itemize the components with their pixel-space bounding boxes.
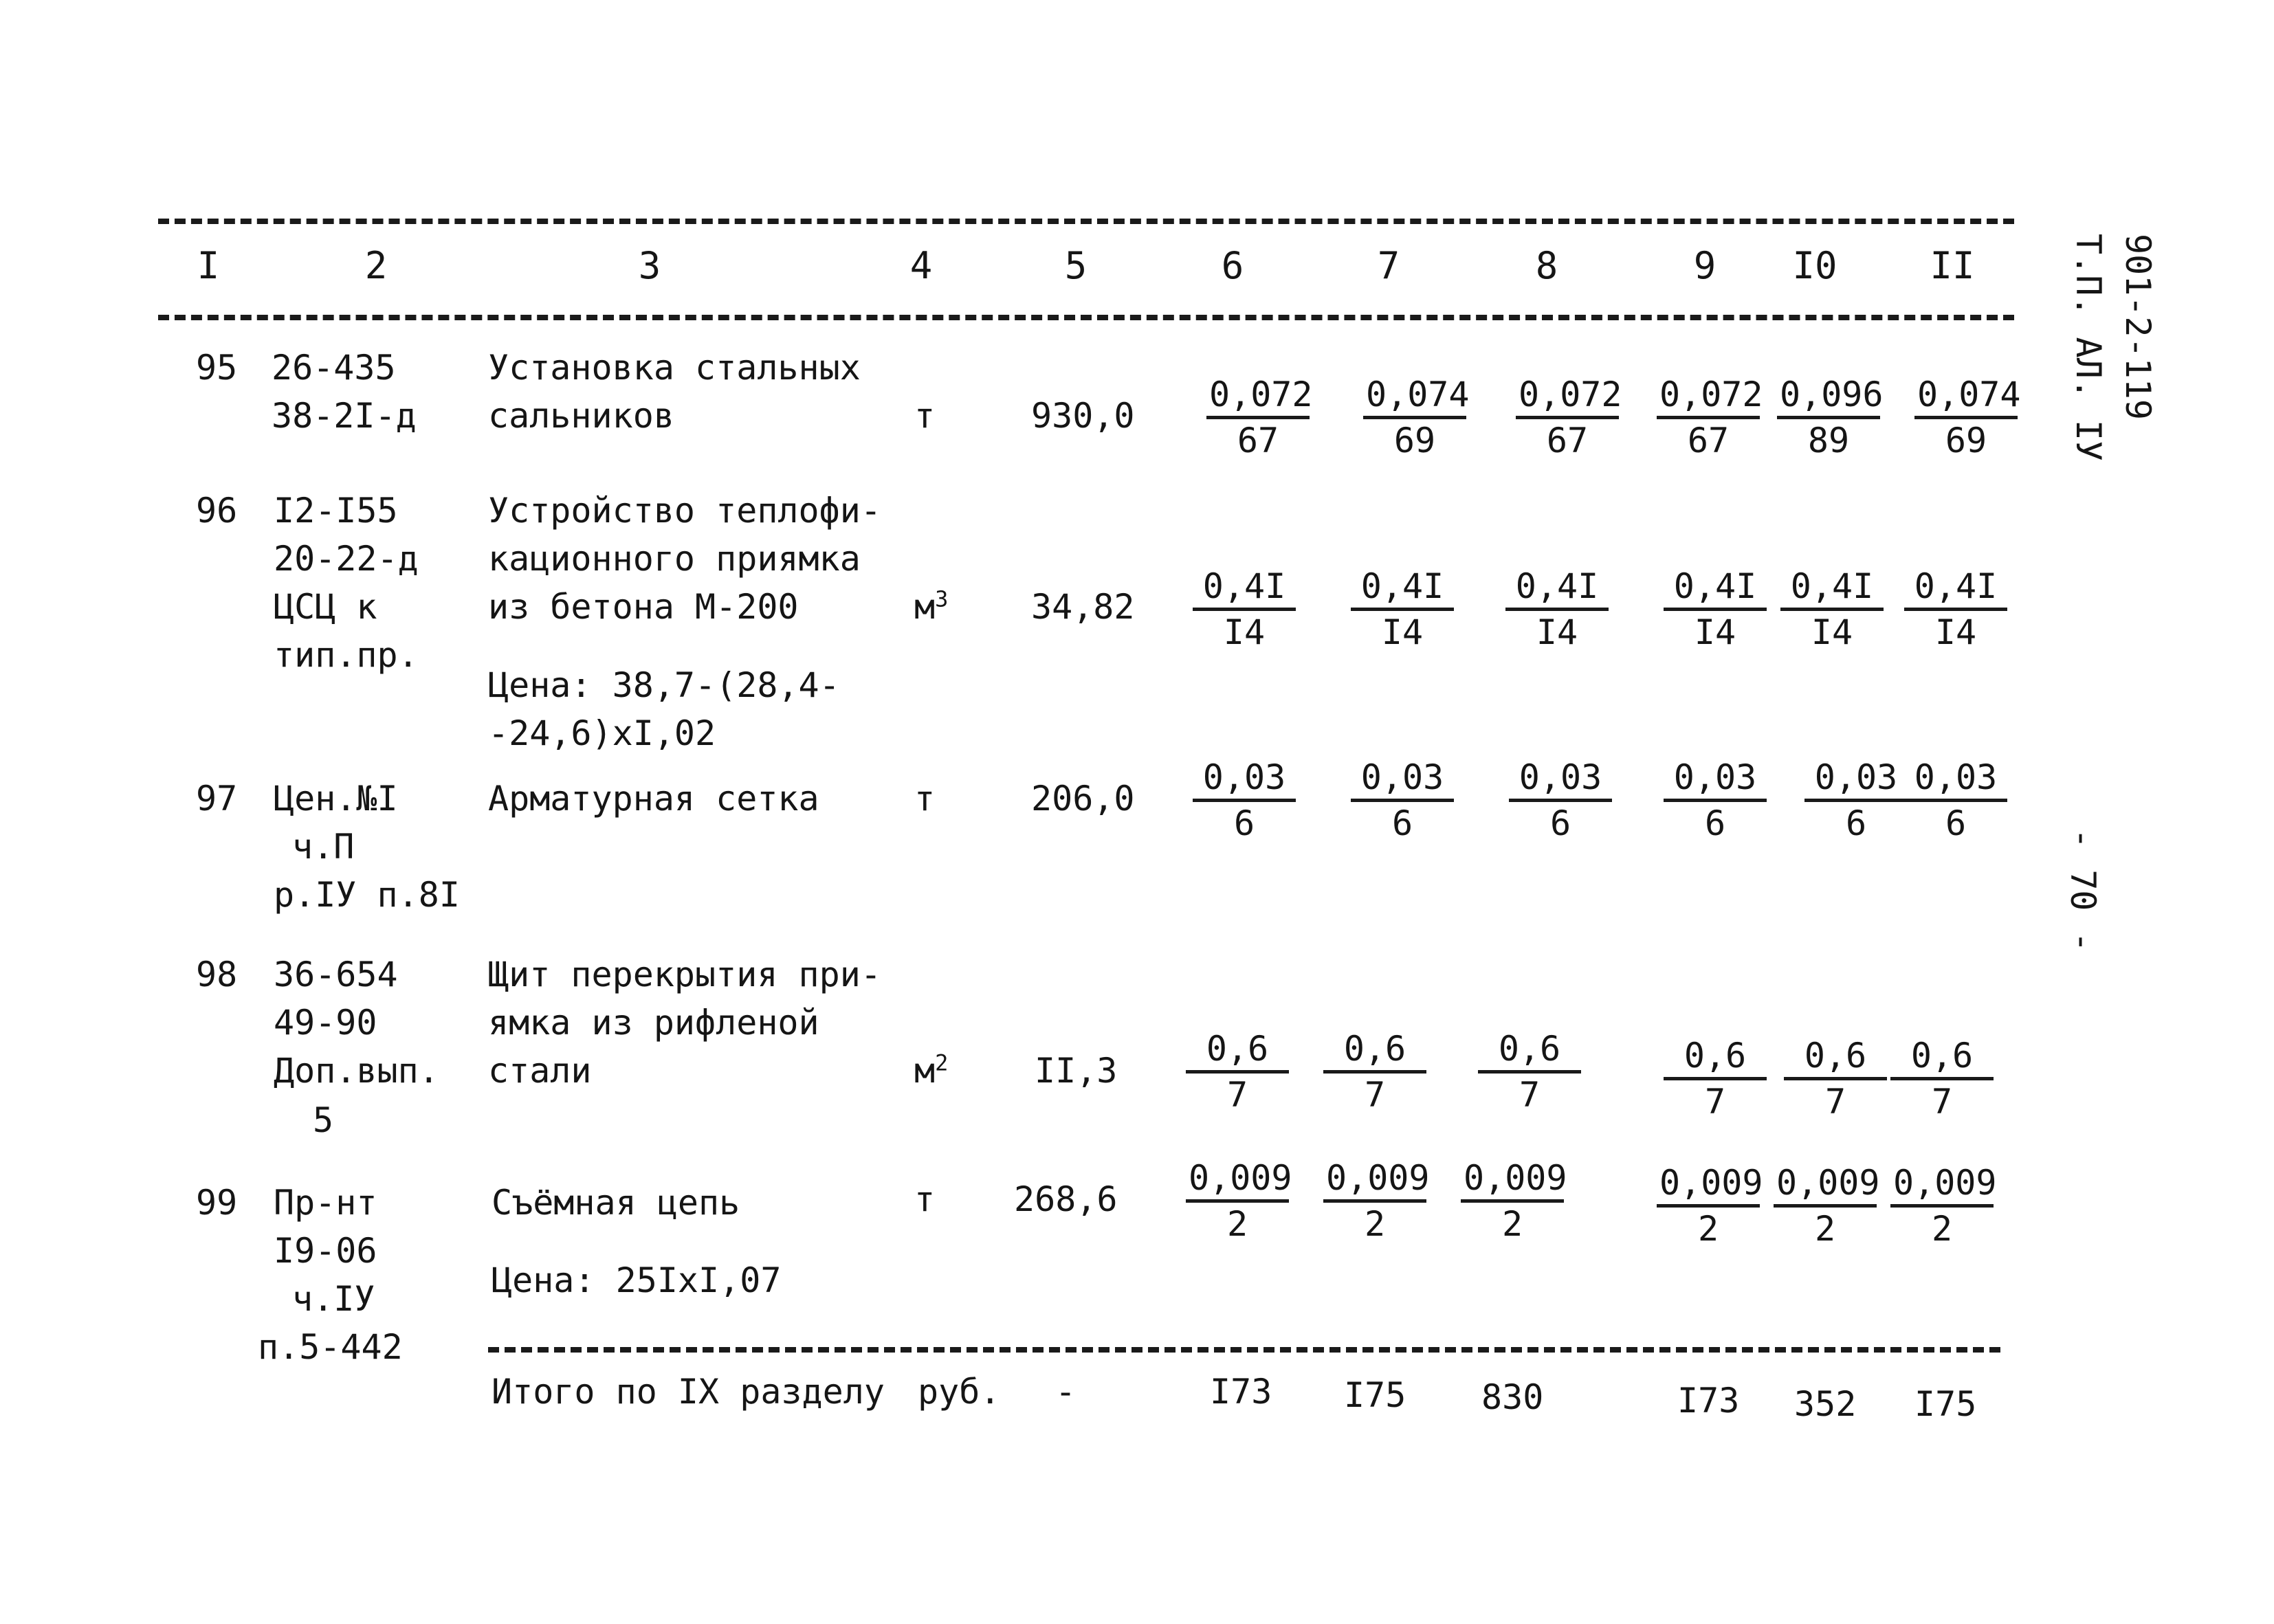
row-description: Съёмная цепь <box>492 1183 740 1223</box>
row-number: 96 <box>196 491 238 531</box>
value-fraction <box>1478 1027 1581 1116</box>
col-header: 5 <box>1064 244 1088 287</box>
fraction-denominator: 2 <box>1226 1204 1248 1244</box>
value-fraction <box>1323 1157 1430 1245</box>
unit-exponent: 2 <box>935 1049 949 1076</box>
row-code: р.IУ п.8I <box>274 875 460 915</box>
row-price: 930,0 <box>1031 396 1135 436</box>
fraction-numerator: 0,03 <box>1509 756 1612 802</box>
fraction-numerator: 0,4I <box>1351 565 1454 611</box>
col-header: I <box>197 244 220 287</box>
col-header: 4 <box>909 244 933 287</box>
fraction-numerator: 0,6 <box>1784 1034 1887 1080</box>
fraction-numerator: 0,4I <box>1780 565 1884 611</box>
row-code: 38-2I-д <box>272 396 417 436</box>
value-fraction <box>1186 1157 1292 1245</box>
fraction-numerator: 0,074 <box>1363 373 1466 419</box>
col-header: II <box>1930 244 1975 287</box>
row-price: 268,6 <box>1014 1179 1118 1219</box>
row-unit: т <box>914 396 936 436</box>
value-fraction <box>1206 373 1313 462</box>
row-code: 36-654 <box>274 955 398 994</box>
fraction-numerator: 0,03 <box>1351 756 1454 802</box>
col-header: 2 <box>364 244 388 287</box>
value-fraction <box>1509 756 1612 845</box>
fraction-numerator: 0,072 <box>1657 373 1760 419</box>
value-fraction <box>1914 373 2021 462</box>
value-fraction <box>1664 565 1767 654</box>
fraction-denominator: 2 <box>1814 1209 1836 1249</box>
album-label: Т.П. АЛ. IУ <box>2068 234 2108 462</box>
fraction-denominator: 7 <box>1364 1075 1386 1115</box>
value-fraction <box>1516 373 1622 462</box>
row-code: Доп.вып. <box>274 1051 439 1091</box>
value-fraction <box>1657 373 1763 462</box>
unit-base: м <box>914 1051 936 1091</box>
fraction-numerator: 0,072 <box>1516 373 1619 419</box>
row-code: п.5-442 <box>258 1327 403 1367</box>
value-fraction <box>1664 756 1767 845</box>
fraction-denominator: I4 <box>1381 612 1424 652</box>
fraction-numerator: 0,4I <box>1193 565 1296 611</box>
fraction-numerator: 0,009 <box>1890 1161 1994 1208</box>
fraction-denominator: 67 <box>1687 421 1730 460</box>
value-fraction <box>1657 1161 1763 1250</box>
fraction-numerator: 0,6 <box>1186 1027 1289 1074</box>
fraction-denominator: 2 <box>1931 1209 1953 1249</box>
fraction-denominator: I4 <box>1694 612 1736 652</box>
fraction-denominator: 7 <box>1704 1082 1726 1122</box>
fraction-denominator: 6 <box>1549 803 1571 843</box>
row-code: ч.П <box>292 827 355 867</box>
row-description: из бетона М-200 <box>488 587 799 627</box>
total-value: 830 <box>1481 1377 1544 1417</box>
fraction-numerator: 0,009 <box>1657 1161 1760 1208</box>
fraction-denominator: 67 <box>1237 421 1279 460</box>
fraction-denominator: 6 <box>1233 803 1255 843</box>
fraction-numerator: 0,009 <box>1774 1161 1877 1208</box>
fraction-numerator: 0,4I <box>1904 565 2007 611</box>
fraction-denominator: 7 <box>1226 1075 1248 1115</box>
unit-exponent: 3 <box>935 586 949 612</box>
fraction-numerator: 0,096 <box>1777 373 1880 419</box>
total-value: I73 <box>1210 1372 1272 1412</box>
row-description: Установка стальных <box>488 348 861 388</box>
fraction-numerator: 0,03 <box>1904 756 2007 802</box>
fraction-numerator: 0,6 <box>1664 1034 1767 1080</box>
row-description: Арматурная сетка <box>488 779 819 819</box>
fraction-numerator: 0,4I <box>1505 565 1609 611</box>
row-number: 95 <box>196 348 238 388</box>
row-unit <box>914 1047 948 1095</box>
row-number: 99 <box>196 1183 238 1223</box>
header-top-rule <box>158 219 2014 224</box>
fraction-denominator: 89 <box>1807 421 1850 460</box>
total-unit: руб. <box>918 1372 1001 1412</box>
row-unit: т <box>914 779 936 819</box>
total-rule <box>488 1347 2000 1353</box>
row-unit: т <box>914 1179 936 1219</box>
row-code: I9-06 <box>274 1231 377 1271</box>
row-code: Пр-нт <box>274 1183 377 1223</box>
unit-base: м <box>914 587 936 627</box>
value-fraction <box>1784 1034 1887 1123</box>
row-code: I2-I55 <box>274 491 398 531</box>
row-price-note: -24,6)хI,02 <box>488 713 716 753</box>
row-code: 26-435 <box>272 348 396 388</box>
fraction-denominator: I4 <box>1934 612 1977 652</box>
fraction-numerator: 0,074 <box>1914 373 2018 419</box>
fraction-numerator: 0,6 <box>1478 1027 1581 1074</box>
total-value: I73 <box>1677 1381 1740 1421</box>
value-fraction <box>1890 1161 1997 1250</box>
row-unit <box>914 583 948 631</box>
fraction-denominator: I4 <box>1223 612 1266 652</box>
fraction-denominator: 69 <box>1945 421 1987 460</box>
fraction-denominator: I4 <box>1536 612 1578 652</box>
total-value: I75 <box>1914 1384 1977 1424</box>
col-header: 8 <box>1535 244 1558 287</box>
fraction-denominator: I4 <box>1811 612 1853 652</box>
col-header: 6 <box>1221 244 1244 287</box>
value-fraction <box>1351 756 1454 845</box>
row-description: кационного приямка <box>488 539 861 579</box>
fraction-denominator: 2 <box>1697 1209 1719 1249</box>
value-fraction <box>1780 565 1884 654</box>
fraction-denominator: 67 <box>1546 421 1589 460</box>
fraction-denominator: 7 <box>1519 1075 1541 1115</box>
row-price-note: Цена: 25IхI,07 <box>492 1260 782 1300</box>
document-code: 901-2-119 <box>2118 234 2158 420</box>
fraction-numerator: 0,03 <box>1193 756 1296 802</box>
row-code: Цен.№I <box>274 779 398 819</box>
row-price: 34,82 <box>1031 587 1135 627</box>
value-fraction <box>1777 373 1884 462</box>
col-header: 9 <box>1693 244 1716 287</box>
header-bottom-rule <box>158 315 2014 320</box>
fraction-numerator: 0,009 <box>1186 1157 1289 1203</box>
row-price: 206,0 <box>1031 779 1135 819</box>
row-number: 97 <box>196 779 238 819</box>
row-code: 49-90 <box>274 1003 377 1043</box>
row-code: тип.пр. <box>274 635 419 675</box>
fraction-denominator: 7 <box>1931 1082 1953 1122</box>
total-price: - <box>1055 1372 1077 1412</box>
value-fraction <box>1890 1034 1994 1123</box>
row-code: ЦСЦ к <box>274 587 377 627</box>
value-fraction <box>1323 1027 1426 1116</box>
value-fraction <box>1186 1027 1289 1116</box>
value-fraction <box>1351 565 1454 654</box>
fraction-numerator: 0,6 <box>1323 1027 1426 1074</box>
fraction-denominator: 2 <box>1364 1204 1386 1244</box>
row-code: 20-22-д <box>274 539 419 579</box>
value-fraction <box>1804 756 1908 845</box>
row-number: 98 <box>196 955 238 994</box>
fraction-denominator: 2 <box>1501 1204 1523 1244</box>
row-price-note: Цена: 38,7-(28,4- <box>488 665 840 705</box>
value-fraction <box>1193 565 1296 654</box>
fraction-denominator: 7 <box>1824 1082 1846 1122</box>
value-fraction <box>1774 1161 1880 1250</box>
fraction-denominator: 69 <box>1393 421 1436 460</box>
row-code: 5 <box>313 1100 334 1140</box>
total-value: 352 <box>1794 1384 1857 1424</box>
value-fraction <box>1193 756 1296 845</box>
fraction-numerator: 0,03 <box>1804 756 1908 802</box>
page-number: - 70 - <box>2063 828 2103 953</box>
fraction-numerator: 0,03 <box>1664 756 1767 802</box>
row-description: стали <box>488 1051 592 1091</box>
col-header: I0 <box>1792 244 1837 287</box>
total-value: I75 <box>1344 1375 1406 1415</box>
fraction-denominator: 6 <box>1945 803 1967 843</box>
total-label: Итого по IX разделу <box>492 1372 885 1412</box>
value-fraction <box>1461 1157 1567 1245</box>
value-fraction <box>1363 373 1470 462</box>
fraction-numerator: 0,009 <box>1461 1157 1564 1203</box>
value-fraction <box>1664 1034 1767 1123</box>
col-header: 3 <box>638 244 661 287</box>
fraction-numerator: 0,009 <box>1323 1157 1426 1203</box>
value-fraction <box>1904 756 2007 845</box>
row-description: Щит перекрытия при- <box>488 955 881 994</box>
col-header: 7 <box>1377 244 1400 287</box>
value-fraction <box>1505 565 1609 654</box>
row-price: II,3 <box>1035 1051 1118 1091</box>
fraction-numerator: 0,072 <box>1206 373 1310 419</box>
fraction-denominator: 6 <box>1391 803 1413 843</box>
fraction-denominator: 6 <box>1704 803 1726 843</box>
row-description: Устройство теплофи- <box>488 491 881 531</box>
value-fraction <box>1904 565 2007 654</box>
row-code: ч.IУ <box>292 1279 375 1319</box>
fraction-denominator: 6 <box>1845 803 1867 843</box>
row-description: сальников <box>488 396 674 436</box>
row-description: ямка из рифленой <box>488 1003 819 1043</box>
fraction-numerator: 0,6 <box>1890 1034 1994 1080</box>
fraction-numerator: 0,4I <box>1664 565 1767 611</box>
